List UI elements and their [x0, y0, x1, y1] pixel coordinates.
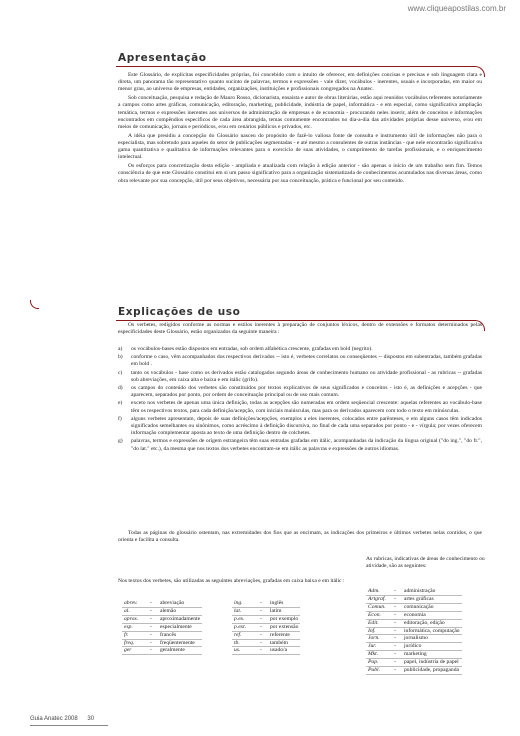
list-item-marker: b)	[118, 354, 123, 361]
abbreviations-intro: Nos textos dos verbetes, são utilizadas as seguintes abreviações, grafadas em caixa baixa e em itálic :	[118, 578, 345, 584]
list-item-marker: a)	[118, 346, 123, 352]
abbreviation-row	[122, 631, 202, 639]
abbreviation: esp.	[122, 623, 148, 631]
separator-dash: -	[258, 600, 268, 607]
meaning: alemão	[158, 607, 202, 615]
list-item	[118, 400, 482, 414]
abbreviation-row	[232, 623, 300, 631]
abbreviation: Artgraf.	[366, 595, 392, 603]
abbreviation-row	[232, 600, 300, 607]
rubric-row	[366, 619, 462, 627]
abbreviation: al.	[122, 607, 148, 615]
abbreviation: Comun.	[366, 603, 392, 611]
rubric-row	[366, 643, 462, 651]
separator-dash: -	[392, 588, 402, 595]
abbreviation: ref.	[232, 631, 258, 639]
rubric-row	[366, 611, 462, 619]
closing-text: Todas as páginas do glossário ostentam, nas extremidades dos fios que as encimam, as indicações dos primeiros e últimos verbetes nelas contidos, o que orienta e facilita a consulta.	[118, 530, 482, 544]
abbreviation: tb.	[232, 639, 258, 647]
abbreviation: Adm.	[366, 588, 392, 595]
abbreviation-row	[122, 615, 202, 623]
meaning: aproximadamente	[160, 615, 201, 622]
rubric-row	[366, 603, 462, 611]
footer-title: Guia Anatec 2008	[30, 716, 78, 722]
closing-note	[118, 530, 482, 546]
separator-dash: -	[148, 631, 158, 639]
section-title-apresentacao: Apresentação	[118, 52, 207, 64]
list-item-marker: c)	[118, 369, 123, 376]
abbreviation: fr.	[122, 631, 148, 639]
separator-dash: -	[148, 647, 158, 655]
list-item-text: palavras, termos e expressões de origem estrangeira têm suas entradas grafadas em itálic, acompanhadas da indicação da língua original ("do ing.", "do fr.", "do lat." etc.), da mesma que nos textos dos verbetes encontram-se em itálic as palavras e expressões de outros idiomas.	[131, 438, 482, 452]
separator-dash: -	[148, 615, 158, 623]
abbreviation-row	[232, 639, 300, 647]
meaning: jurídico	[402, 643, 462, 651]
list-item-text: alguns verbetes apresentam, depois de suas definições/acepções, exemplos a eles inerentes, colocados entre parênteses, e em alguns casos têm indicados significados semelhantes ou sinônimos, como acréscimo à definição discursiva, no final de cada uma separados por ponto - e - vírgula; por vezes oferecem informação complementar aposta ao texto de uma definição dentro de colchetes.	[131, 415, 482, 437]
list-item	[118, 346, 482, 353]
meaning: inglês	[268, 600, 300, 607]
explicacoes-intro	[118, 322, 482, 338]
meaning: referente	[268, 631, 300, 639]
rubric-row	[366, 659, 462, 667]
separator-dash: -	[258, 639, 268, 647]
meaning: francês	[158, 631, 202, 639]
meaning: usado/a	[268, 647, 300, 655]
abbreviation-row	[122, 639, 202, 647]
abbreviations-table-mid	[232, 600, 300, 655]
abbreviation: Mkt.	[366, 651, 392, 659]
list-item-text: os campos do conteúdo dos verbetes são constituídos por textos explicativos de seus significados e conceitos - isto é, as definições e acepções - que aparecem, separados por ponto, por ordem de conceituação principal ou de uso mais comum.	[131, 385, 482, 399]
separator-dash: -	[392, 667, 402, 675]
meaning: comunicação	[402, 603, 462, 611]
abbreviation: Edit.	[366, 619, 392, 627]
list-item-marker: e)	[118, 400, 123, 407]
abbreviation: aprox.	[122, 615, 148, 623]
list-item-marker: d)	[118, 385, 123, 392]
list-item-text: os vocábulos-bases estão dispostos em entradas, sob ordem alfabética crescente, grafadas em bold (negrito).	[131, 346, 373, 352]
separator-dash: -	[392, 595, 402, 603]
meaning: freqüentemente	[158, 639, 202, 647]
rubric-row	[366, 651, 462, 659]
footer-label	[30, 716, 94, 722]
separator-dash: -	[392, 659, 402, 667]
page-number: 30	[87, 716, 95, 722]
meaning: informática, computação	[404, 627, 460, 634]
separator-dash: -	[392, 643, 402, 651]
meaning: geralmente	[158, 647, 202, 655]
rubric-row	[366, 588, 462, 595]
meaning: artes gráficas	[402, 595, 462, 603]
abbreviation: Pap.	[366, 659, 392, 667]
separator-dash: -	[258, 607, 268, 615]
abbreviation-row	[232, 647, 300, 655]
list-item-marker: g)	[118, 438, 123, 445]
meaning: papel, indústria de papel	[402, 659, 462, 667]
meaning: administração	[402, 588, 462, 595]
rubrics-intro: As rubricas, indicativas de áreas de conhecimento ou atividade, são as seguintes:	[366, 556, 485, 570]
meaning: marketing	[402, 651, 462, 659]
abbreviation: ger	[122, 647, 148, 655]
footer-rule	[30, 725, 108, 726]
meaning: por exemplo	[268, 615, 300, 623]
separator-dash: -	[258, 615, 268, 623]
abbreviation-row	[122, 623, 202, 631]
meaning: especialmente	[158, 623, 202, 631]
separator-dash: -	[392, 635, 402, 643]
abbreviation: Jorn.	[366, 635, 392, 643]
section-title-explicacoes: Explicações de uso	[118, 306, 241, 318]
separator-dash: -	[258, 647, 268, 655]
rubric-row	[366, 635, 462, 643]
separator-dash: -	[148, 600, 158, 607]
site-url[interactable]: www.cliqueapostilas.com.br	[407, 4, 506, 13]
list-item-text: conforme o caso, vêm acompanhados dos respectivos derivados -- isto é, verbetes correlatos ou conseqüentes -- dispostos em subentradas, também grafadas em bold .	[131, 354, 482, 368]
rubrics-table	[366, 588, 462, 675]
separator-dash: -	[392, 619, 402, 627]
apresentacao-paragraph: Os esforços para concretização desta edição - ampliada e atualizada com relação à edição anterior - são apenas o início de um trabalho sem fim. Temos consciência de que este Glossário constitui em si um passo significativo para a organização sistematizada de conhecimentos acumulados nas diversas áreas, como obra relevante por sua concepção, útil por seus objetivos, necessária por sua conceituação, prática e funcional por seu conteúdo.	[118, 163, 482, 184]
meaning: jornalismo	[402, 635, 462, 643]
abbreviation: Econ.	[366, 611, 392, 619]
separator-dash: -	[392, 603, 402, 611]
separator-dash: -	[392, 627, 402, 635]
abbreviation: ing.	[232, 600, 258, 607]
abbreviation: Jur.	[366, 643, 392, 651]
apresentacao-paragraph: Sob conceituação, pesquisa e redação de Mauro Rosso, dicionarista, ensaísta e autor de obras literárias, estão aqui reunidos vocábulos referentes notoriamente a campos como artes gráficas, comunicação, editoração, marketing, publicidade, indústria de papel, informática - e em especial, como significativa ampliação temática, termos e expressões inerentes aos universos de administração de empresas e de economia - procurando neles inserir, além de conceitos e informações encontrados em compêndios específicos de cada área abrangida, temas comumente encontrados no dia-a-dia das atividades próprias desse universo, e/ou em meios de comunicação, jornais e periódicos, e/ou em cenários públicos e privados, etc.	[118, 95, 482, 131]
separator-dash: -	[392, 611, 402, 619]
meaning: por extensão	[270, 623, 299, 630]
abbreviation-row	[122, 600, 202, 607]
abbreviation: lat.	[232, 607, 258, 615]
heading-rule	[116, 320, 476, 321]
meaning: latim	[268, 607, 300, 615]
list-item-text: tanto os vocábulos - base como os derivados estão catalogados segundo áreas de conhecimento humano ou atividade profissional - as rubricas -- grafadas sob abreviações, em caixa alta e baixa e em itálic (grifo).	[131, 369, 482, 383]
apresentacao-paragraph: A idéia que presidiu a concepção do Glossário nasceu do propósito de fazê-lo valiosa fonte de consulta e instrumento útil de informações não para o especialista, mas sobretudo para aqueles do setor de publicações segmentadas - e até mesmo a consulentes de outras instâncias - que nele encontrarão significativa gama quantitativa e qualitativa de informações relevantes para o exercício de suas atividades, o cumprimento de tarefas profissionais, e o enriquecimento intelectual.	[118, 132, 482, 161]
abbreviation: freq.	[122, 639, 148, 647]
separator-dash: -	[148, 623, 158, 631]
meaning: também	[268, 639, 300, 647]
abbreviation: abrev.	[122, 600, 148, 607]
list-item	[118, 438, 482, 452]
abbreviation: Publ.	[366, 667, 392, 675]
heading-rule	[116, 66, 476, 67]
list-item-marker: f)	[118, 415, 122, 422]
abbreviation: Inf.	[366, 627, 392, 635]
abbreviation-row	[122, 647, 202, 655]
abbreviations-table-left	[122, 600, 202, 655]
meaning: publicidade, propaganda	[402, 667, 462, 675]
separator-dash: -	[258, 631, 268, 639]
rubric-row	[366, 595, 462, 603]
explicacoes-list	[118, 346, 482, 454]
apresentacao-paragraph: Este Glossário, de explícitas especificidades próprias, foi concebido com o intuito de oferecer, em definições concisas e precisas e sob linguagem clara e direta, um panorama tão representativo quanto sucinto de palavras, termos e expressões - vale dizer, vocábulos - inerentes, usuais e incorporadas, em maior ou menor grau, ao universo de empresas, entidades, organizações, instituições e profissionais congregados na Anatec.	[118, 72, 482, 93]
abbreviation-row	[122, 607, 202, 615]
apresentacao-text	[118, 72, 482, 186]
separator-dash: -	[148, 607, 158, 615]
separator-dash: -	[392, 651, 402, 659]
separator-dash: -	[258, 623, 268, 631]
abbreviation: p.ext.	[232, 623, 258, 631]
meaning: economia	[402, 611, 462, 619]
explicacoes-intro-text: Os verbetes, redigidos conforme as normas e estilos inerentes à preparação de conjuntos léxicos, dentro de extensões e formatos determinados pelas especificidades deste Glossário, estão organizados da seguinte maneira :	[118, 322, 482, 336]
abbreviation: us.	[232, 647, 258, 655]
abbreviation-row	[232, 631, 300, 639]
meaning: abreviação	[158, 600, 202, 607]
separator-dash: -	[148, 639, 158, 647]
list-item-text: exceto nos verbetes de apenas uma única definição, todas as acepções são numeradas em ordem seqüencial crescente: aquelas referentes ao vocábulo-base têm os respectivos textos, para cada definição/acepção, com iniciais maiúsculas, mas para os derivados aparecem com todo o texto em minúsculas.	[131, 400, 482, 414]
abbreviation-row	[232, 615, 300, 623]
margin-mark	[30, 300, 39, 309]
abbreviation: p.ex.	[232, 615, 258, 623]
list-item	[118, 370, 482, 384]
rubric-row	[366, 627, 462, 635]
rubric-row	[366, 667, 462, 675]
list-item	[118, 385, 482, 399]
list-item	[118, 354, 482, 368]
abbreviation-row	[232, 607, 300, 615]
meaning: editoração, edição	[402, 619, 462, 627]
list-item	[118, 416, 482, 438]
